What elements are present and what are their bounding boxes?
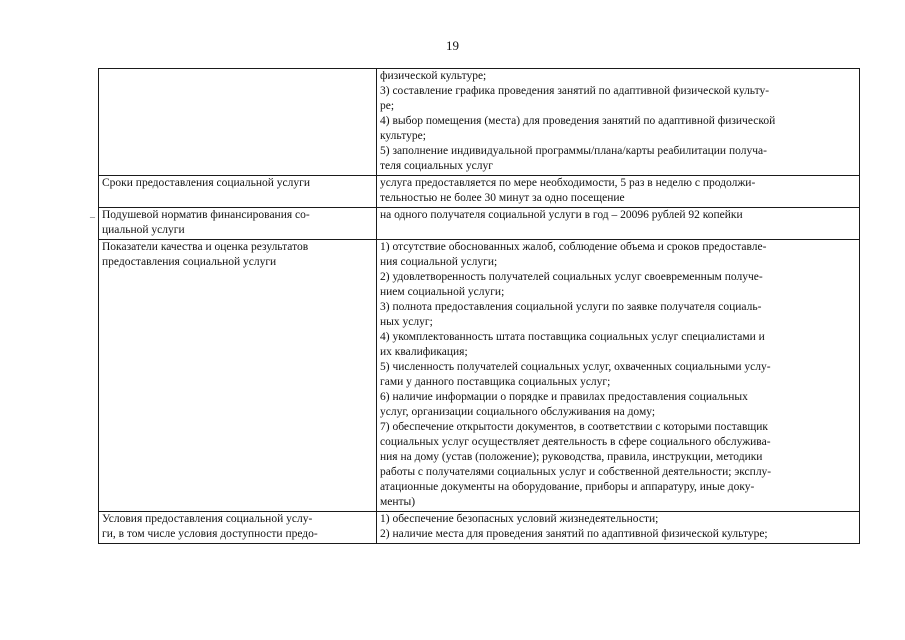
parameter-value-line: ре; — [380, 100, 395, 112]
parameter-value-line: атационные документы на оборудование, приборы и аппаратуру, иные доку- — [380, 481, 755, 493]
margin-mark: – — [90, 212, 95, 223]
parameter-value-line: услуга предоставляется по мере необходимости, 5 раз в неделю с продолжи- — [380, 177, 756, 189]
parameter-name-cell — [99, 208, 377, 240]
parameter-value-line: социальных услуг осуществляет деятельность в сфере социального обслужива- — [380, 436, 771, 448]
parameter-value-line: нием социальной услуги; — [380, 286, 505, 298]
parameter-value-line: 6) наличие информации о порядке и правилах предоставления социальных — [380, 391, 748, 403]
parameter-value-line: 1) отсутствие обоснованных жалоб, соблюдение объема и сроков предоставле- — [380, 241, 767, 253]
parameter-name-cell — [99, 240, 377, 512]
table-row — [99, 240, 860, 512]
parameter-value-line: работы с получателями социальных услуг и собственной деятельности; эксплу- — [380, 466, 772, 478]
parameter-value-cell — [377, 512, 860, 544]
parameter-name-line: циальной услуги — [102, 224, 185, 236]
parameter-value-line: гами у данного поставщика социальных услуг; — [380, 376, 611, 388]
parameter-value-line: культуре; — [380, 130, 426, 142]
parameter-value-line: 1) обеспечение безопасных условий жизнедеятельности; — [380, 513, 659, 525]
parameter-name-cell — [99, 176, 377, 208]
parameter-value-line: менты) — [380, 496, 416, 508]
table-row — [99, 208, 860, 240]
parameter-value-cell — [377, 69, 860, 176]
table-row — [99, 69, 860, 176]
parameter-name-line: предоставления социальной услуги — [102, 256, 277, 268]
parameter-value-line: услуг, организации социального обслуживания на дому; — [380, 406, 656, 418]
service-standard-table — [98, 68, 860, 544]
page-number: 19 — [446, 38, 459, 53]
parameter-name-line: Сроки предоставления социальной услуги — [102, 177, 310, 189]
parameter-value-line: теля социальных услуг — [380, 160, 493, 172]
parameter-value-cell — [377, 176, 860, 208]
parameter-value-line: ния социальной услуги; — [380, 256, 498, 268]
parameter-value-line: 3) составление графика проведения занятий по адаптивной физической культу- — [380, 85, 770, 97]
parameter-value-cell — [377, 240, 860, 512]
parameter-value-line: тельностью не более 30 минут за одно посещение — [380, 192, 625, 204]
parameter-value-line: физической культуре; — [380, 70, 487, 82]
parameter-value-line: 7) обеспечение открытости документов, в соответствии с которыми поставщик — [380, 421, 769, 433]
parameter-value-cell — [377, 208, 860, 240]
parameter-value-line: 2) удовлетворенность получателей социальных услуг своевременным получе- — [380, 271, 763, 283]
table-row — [99, 512, 860, 544]
table-body — [99, 69, 860, 544]
parameter-value-line: ния на дому (устав (положение); руководства, правила, инструкции, методики — [380, 451, 763, 463]
parameter-name-cell — [99, 69, 377, 176]
parameter-value-line: на одного получателя социальной услуги в год – 20096 рублей 92 копейки — [380, 209, 743, 221]
parameter-name-line: Условия предоставления социальной услу- — [102, 513, 313, 525]
parameter-value-line: 5) численность получателей социальных услуг, охваченных социальными услу- — [380, 361, 771, 373]
parameter-value-line: 3) полнота предоставления социальной услуги по заявке получателя социаль- — [380, 301, 762, 313]
parameter-value-line: 4) укомплектованность штата поставщика социальных услуг специалистами и — [380, 331, 765, 343]
parameter-value-line: их квалификация; — [380, 346, 468, 358]
parameter-value-line: 4) выбор помещения (места) для проведения занятий по адаптивной физической — [380, 115, 776, 127]
parameter-value-line: 5) заполнение индивидуальной программы/плана/карты реабилитации получа- — [380, 145, 767, 157]
parameter-value-line: 2) наличие места для проведения занятий по адаптивной физической культуре; — [380, 528, 768, 540]
parameter-name-line: ги, в том числе условия доступности предо- — [102, 528, 318, 540]
parameter-name-line: Показатели качества и оценка результатов — [102, 241, 309, 253]
table-row — [99, 176, 860, 208]
parameter-name-line: Подушевой норматив финансирования со- — [102, 209, 310, 221]
parameter-name-cell — [99, 512, 377, 544]
parameter-value-line: ных услуг; — [380, 316, 433, 328]
